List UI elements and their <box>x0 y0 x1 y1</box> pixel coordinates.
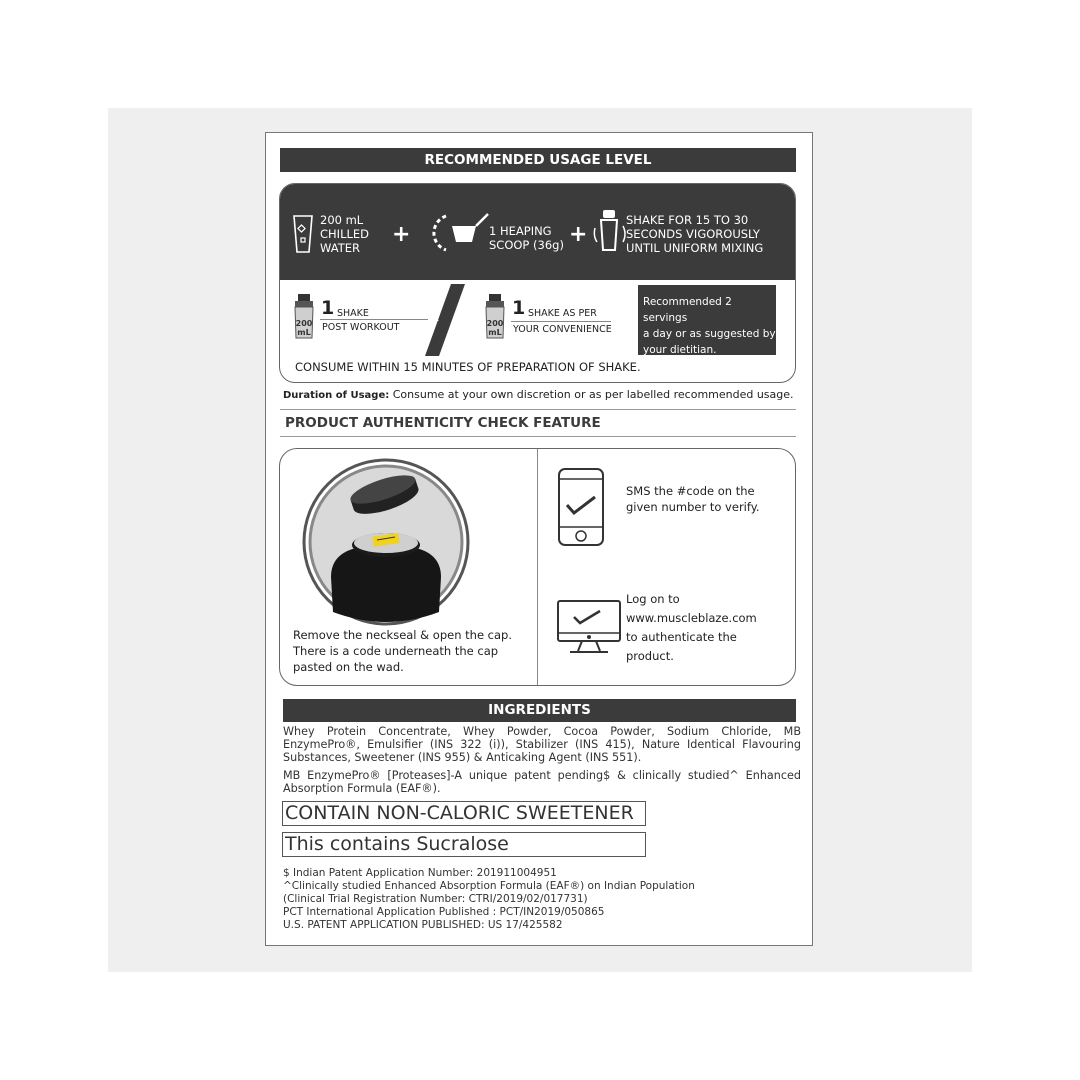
footnotes <box>283 867 803 932</box>
authenticity-panel <box>279 448 796 686</box>
authenticity-vertical-divider <box>537 449 538 685</box>
step-scoop-line2: SCOOP (36g) <box>489 238 564 252</box>
bottle-ml-value: 200 <box>295 319 313 328</box>
scoop-icon <box>432 210 490 254</box>
step-scoop <box>489 224 564 252</box>
authenticity-header: PRODUCT AUTHENTICITY CHECK FEATURE <box>285 415 601 431</box>
bottle-ml-label-2 <box>486 319 504 337</box>
ingredients-para2: MB EnzymePro® [Proteases]-A unique patent pending$ & clinically studied^ Enhanced Absorption Formula (EAF®). <box>283 769 801 795</box>
shake1-line2: POST WORKOUT <box>322 322 400 333</box>
authenticity-header-rule-bottom <box>280 436 796 437</box>
monitor-check-icon <box>556 599 622 655</box>
recommend-line1: Recommended 2 servings <box>643 296 732 324</box>
usage-panel <box>279 183 796 383</box>
footnote-3: (Clinical Trial Registration Number: CTRI/2019/02/017731) <box>283 893 588 905</box>
shake2-line1: SHAKE AS PER <box>528 308 597 319</box>
web-line1: Log on to <box>626 592 680 606</box>
web-text <box>626 590 757 666</box>
step-scoop-line1: 1 HEAPING <box>489 224 552 238</box>
duration-line <box>283 388 803 401</box>
recommend-line3: your dietitian. <box>643 344 717 356</box>
shake1-line1: SHAKE <box>337 308 369 319</box>
shake2-divider <box>511 321 611 322</box>
sms-text <box>626 483 760 515</box>
shake1-divider <box>320 319 428 320</box>
amp-sign: & <box>428 310 440 325</box>
step-shake-line1: SHAKE FOR 15 TO 30 <box>626 213 749 227</box>
step-shake-line3: UNTIL UNIFORM MIXING <box>626 241 764 255</box>
footnote-2: ^Clinically studied Enhanced Absorption Formula (EAF®) on Indian Population <box>283 880 695 892</box>
duration-label: Duration of Usage: <box>283 390 390 401</box>
consume-note: CONSUME WITHIN 15 MINUTES OF PREPARATION OF SHAKE. <box>295 360 641 374</box>
sms-line1: SMS the #code on the <box>626 484 755 498</box>
step-water-line1: 200 mL <box>320 213 364 227</box>
jar-open-cap-icon <box>301 457 471 627</box>
plus-sign-1: + <box>392 222 411 247</box>
ingredients-para1: Whey Protein Concentrate, Whey Powder, Cocoa Powder, Sodium Chloride, MB EnzymePro®, Emulsifier (INS 322 (i)), Stabilizer (INS 415), Nature Identical Flavouring Substances, Sweetener (INS 955) & Anticaking Agent (INS 551). <box>283 725 801 764</box>
left-text-line1: Remove the neckseal & open the cap. <box>293 628 512 642</box>
step-shake <box>626 213 763 255</box>
plus-sign-2: + <box>569 222 588 247</box>
recommend-line2: a day or as suggested by <box>643 328 776 340</box>
step-water-line3: WATER <box>320 241 360 255</box>
shake2-line2: YOUR CONVENIENCE <box>513 324 612 335</box>
footnote-5: U.S. PATENT APPLICATION PUBLISHED: US 17/425582 <box>283 919 563 931</box>
shaker-icon <box>593 208 627 254</box>
step-water <box>320 213 369 255</box>
phone-check-icon <box>557 467 605 547</box>
web-line3: to authenticate the <box>626 630 737 644</box>
bottle-ml-unit-2: mL <box>488 328 502 337</box>
authenticity-left-text <box>293 627 533 675</box>
web-line4: product. <box>626 649 674 663</box>
bottle-ml-unit: mL <box>297 328 311 337</box>
usage-header: RECOMMENDED USAGE LEVEL <box>280 148 796 172</box>
non-caloric-box: CONTAIN NON-CALORIC SWEETENER <box>282 801 646 826</box>
bottle-ml-value-2: 200 <box>486 319 504 328</box>
bottle-ml-label <box>295 319 313 337</box>
ingredients-header: INGREDIENTS <box>283 699 796 722</box>
sucralose-box: This contains Sucralose <box>282 832 646 857</box>
sms-line2: given number to verify. <box>626 500 760 514</box>
left-text-line2: There is a code underneath the cap <box>293 644 499 658</box>
step-shake-line2: SECONDS VIGOROUSLY <box>626 227 760 241</box>
recommend-box <box>638 285 776 355</box>
shake2-number: 1 <box>512 297 526 319</box>
shake1-number: 1 <box>321 297 335 319</box>
authenticity-header-rule-top <box>280 409 796 410</box>
product-label <box>265 132 813 946</box>
left-text-line3: pasted on the wad. <box>293 660 404 674</box>
footnote-1: $ Indian Patent Application Number: 201911004951 <box>283 867 557 879</box>
footnote-4: PCT International Application Published : PCT/IN2019/050865 <box>283 906 605 918</box>
water-glass-icon <box>292 214 314 254</box>
step-water-line2: CHILLED <box>320 227 370 241</box>
duration-text: Consume at your own discretion or as per labelled recommended usage. <box>389 388 794 401</box>
web-line2[interactable]: www.muscleblaze.com <box>626 611 757 625</box>
